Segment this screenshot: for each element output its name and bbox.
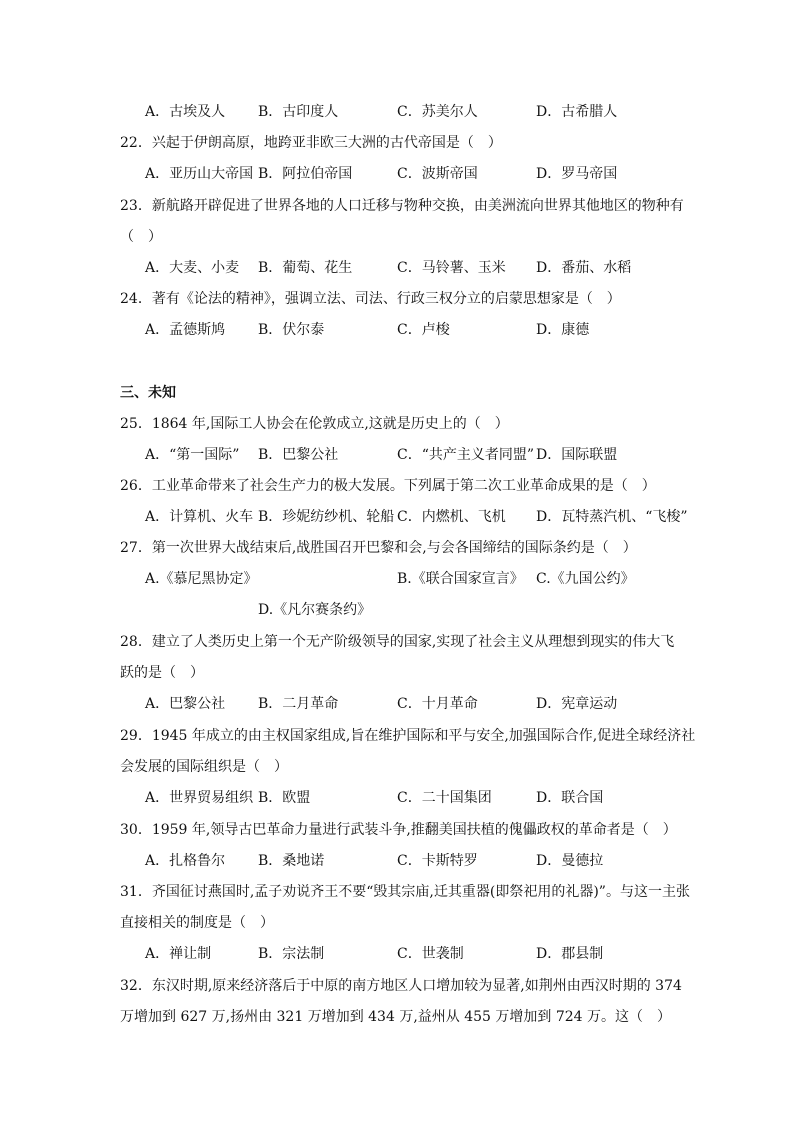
q21-option-a: A．古埃及人	[145, 104, 226, 120]
q32-stem-line1: 32．东汉时期,原来经济落后于中原的南方地区人口增加较为显著,如荆州由西汉时期的 374	[120, 978, 682, 994]
q23-option-d: D．番茄、水稻	[536, 260, 632, 276]
q28-stem-line1: 28．建立了人类历史上第一个无产阶级领导的国家,实现了社会主义从理想到现实的伟大飞	[120, 634, 675, 650]
q23-stem-line2: （ ）	[120, 229, 162, 245]
q28-option-b: B．二月革命	[258, 696, 339, 712]
q29-option-b: B．欧盟	[258, 790, 311, 806]
q30-option-d: D．曼德拉	[536, 853, 604, 869]
q29-option-d: D．联合国	[536, 790, 604, 806]
q29-option-a: A．世界贸易组织	[145, 790, 254, 806]
q25-option-a: A．“第一国际”	[145, 447, 240, 463]
q28-option-d: D．宪章运动	[536, 696, 618, 712]
q25-stem: 25．1864 年,国际工人协会在伦敦成立,这就是历史上的（ ）	[120, 416, 509, 432]
q22-option-c: C．波斯帝国	[397, 166, 478, 182]
q23-option-a: A．大麦、小麦	[145, 260, 240, 276]
q24-option-a: A．孟德斯鸠	[145, 322, 226, 338]
q31-stem-line1: 31．齐国征讨燕国时,孟子劝说齐王不要“毁其宗庙,迁其重器(即祭祀用的礼器)”。与这一主张	[120, 884, 690, 900]
q28-option-a: A．巴黎公社	[145, 696, 226, 712]
q24-option-d: D．康德	[536, 322, 590, 338]
q27-option-b: B.《联合国家宣言》	[397, 571, 524, 587]
q30-option-b: B．桑地诺	[258, 853, 325, 869]
q28-stem-line2: 跃的是（ ）	[120, 665, 204, 681]
q25-option-d: D．国际联盟	[536, 447, 618, 463]
q26-stem: 26．工业革命带来了社会生产力的极大发展。下列属于第二次工业革命成果的是（ ）	[120, 478, 656, 494]
q30-option-a: A．扎格鲁尔	[145, 853, 226, 869]
q31-option-a: A．禅让制	[145, 946, 212, 962]
q26-option-a: A．计算机、火车	[145, 509, 254, 525]
q21-option-d: D．古希腊人	[536, 104, 618, 120]
q30-stem: 30．1959 年,领导古巴革命力量进行武装斗争,推翻美国扶植的傀儡政权的革命者是（ ）	[120, 822, 677, 838]
q29-stem-line1: 29．1945 年成立的由主权国家组成,旨在维护国际和平与安全,加强国际合作,促进全球经济社	[120, 728, 696, 744]
q21-option-c: C．苏美尔人	[397, 104, 478, 120]
q29-option-c: C．二十国集团	[397, 790, 492, 806]
q30-option-c: C．卡斯特罗	[397, 853, 478, 869]
q28-option-c: C．十月革命	[397, 696, 478, 712]
q22-stem: 22．兴起于伊朗高原，地跨亚非欧三大洲的古代帝国是（ ）	[120, 135, 502, 151]
q25-option-c: C．“共产主义者同盟”	[397, 447, 535, 463]
q21-option-b: B．古印度人	[258, 104, 339, 120]
q26-option-b: B．珍妮纺纱机、轮船	[258, 509, 395, 525]
q27-option-a: A.《慕尼黑协定》	[145, 571, 258, 587]
q23-option-c: C．马铃薯、玉米	[397, 260, 506, 276]
q22-option-d: D．罗马帝国	[536, 166, 618, 182]
q31-option-b: B．宗法制	[258, 946, 325, 962]
section-heading: 三、未知	[120, 385, 176, 401]
q24-stem: 24．著有《论法的精神》，强调立法、司法、行政三权分立的启蒙思想家是（ ）	[120, 291, 621, 307]
q22-option-b: B．阿拉伯帝国	[258, 166, 353, 182]
q27-option-d: D.《凡尔赛条约》	[258, 602, 372, 618]
q26-option-c: C．内燃机、飞机	[397, 509, 506, 525]
q27-stem: 27．第一次世界大战结束后,战胜国召开巴黎和会,与会各国缔结的国际条约是（ ）	[120, 540, 637, 556]
q31-stem-line2: 直接相关的制度是（ ）	[120, 915, 274, 931]
q32-stem-line2: 万增加到 627 万,扬州由 321 万增加到 434 万,益州从 455 万增加到 724 万。这（ ）	[120, 1009, 672, 1025]
q22-option-a: A．亚历山大帝国	[145, 166, 254, 182]
q31-option-c: C．世袭制	[397, 946, 464, 962]
q29-stem-line2: 会发展的国际组织是（ ）	[120, 759, 288, 775]
q31-option-d: D．郡县制	[536, 946, 604, 962]
q23-option-b: B．葡萄、花生	[258, 260, 353, 276]
q27-option-c: C.《九国公约》	[536, 571, 635, 587]
q24-option-c: C．卢梭	[397, 322, 450, 338]
q26-option-d: D．瓦特蒸汽机、“飞梭”	[536, 509, 688, 525]
q25-option-b: B．巴黎公社	[258, 447, 339, 463]
q23-stem-line1: 23．新航路开辟促进了世界各地的人口迁移与物种交换，由美洲流向世界其他地区的物种有	[120, 198, 684, 214]
q24-option-b: B．伏尔泰	[258, 322, 325, 338]
